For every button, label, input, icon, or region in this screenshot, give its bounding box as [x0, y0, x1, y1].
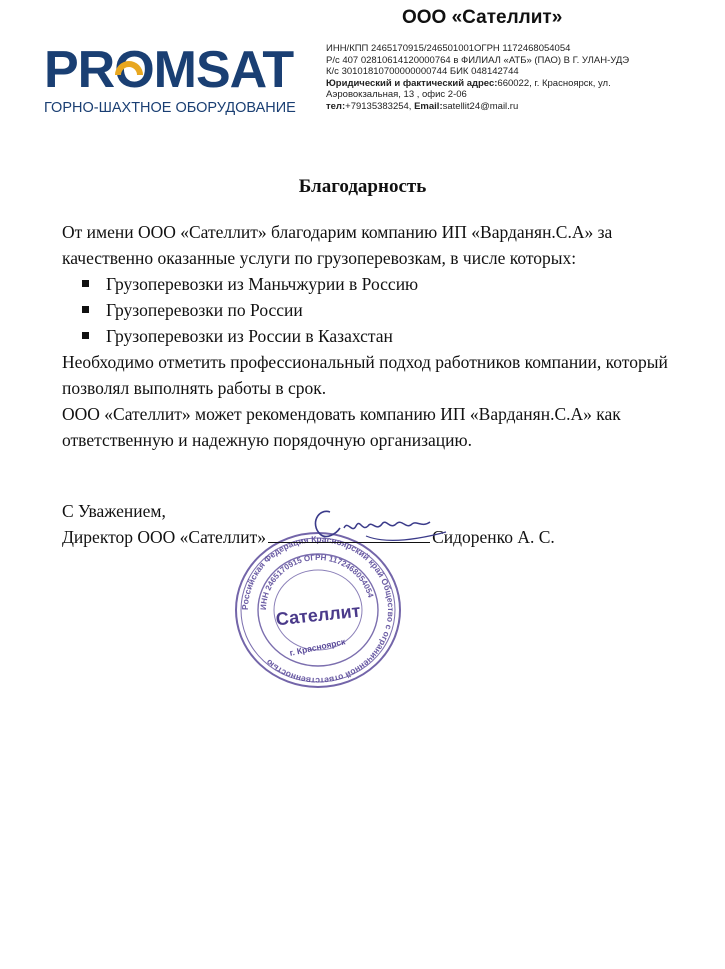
professional-paragraph: Необходимо отметить профессиональный подход работников компании, который позволял выполнять работы в срок. — [62, 352, 668, 398]
stamp-seal-icon — [232, 530, 404, 690]
company-name: ООО «Сателлит» — [402, 7, 563, 28]
company-stamp — [232, 530, 404, 690]
signer-position: Директор ООО «Сателлит» — [62, 527, 267, 547]
intro-paragraph: От имени ООО «Сателлит» благодарим компанию ИП «Варданян.С.А» за качественно оказанные услуги по грузоперевозкам, в числе которых: — [62, 222, 613, 268]
address-line-2: Аэровокзальная, 13 , офис 2-06 — [326, 89, 467, 101]
requisites-line: К/с 30101810700000000744 БИК 048142744 — [326, 66, 519, 78]
list-item — [82, 297, 702, 323]
handwritten-signature — [306, 498, 456, 548]
phone-value: +79135383254, — [345, 100, 415, 112]
services-list — [62, 271, 702, 349]
service-label: Грузоперевозки по России — [106, 300, 303, 320]
logo-tagline: ГОРНО-ШАХТНОЕ ОБОРУДОВАНИЕ — [44, 100, 296, 116]
logo-word: PROMSAT — [44, 41, 294, 99]
stamp-center-text: Сателлит — [274, 600, 362, 630]
email-label: Email: — [414, 100, 443, 112]
service-label: Грузоперевозки из России в Казахстан — [106, 326, 393, 346]
stamp-outer-text: Российская Федерация Красноярский край Общество с ограниченной ответственностью — [239, 533, 397, 687]
recommendation-paragraph: ООО «Сателлит» может рекомендовать компанию ИП «Варданян.С.А» как ответственную и надежную порядочную организацию. — [62, 404, 621, 450]
list-item — [82, 271, 702, 297]
logo-sun-icon — [111, 53, 147, 77]
address-value: 660022, г. Красноярск, ул. — [497, 77, 611, 89]
bullet-icon — [82, 306, 89, 313]
promsat-logo — [44, 41, 316, 124]
signature-icon — [306, 498, 456, 548]
requisites-line: Р/с 407 02810614120000764 в ФИЛИАЛ «АТБ» (ПАО) В Г. УЛАН-УДЭ — [326, 54, 630, 66]
signer-name: Сидоренко А. С. — [432, 527, 555, 547]
bullet-icon — [82, 332, 89, 339]
service-label: Грузоперевозки из Маньчжурии в Россию — [106, 274, 419, 294]
letter-title: Благодарность — [298, 176, 427, 197]
bullet-icon — [82, 280, 89, 287]
regards-line: С Уважением, — [62, 501, 166, 521]
list-item — [82, 323, 702, 349]
letter-body — [62, 219, 702, 453]
email-value: satellit24@mail.ru — [442, 100, 519, 112]
contact-line — [326, 101, 666, 113]
phone-label: тел: — [326, 100, 346, 112]
requisites-line: ИНН/КПП 2465170915/246501001ОГРН 1172468054054 — [326, 43, 571, 54]
address-label: Юридический и фактический адрес: — [326, 77, 498, 89]
stamp-city-text: г. Красноярск — [288, 636, 347, 658]
company-requisites — [326, 43, 666, 113]
address-line — [326, 78, 666, 90]
stamp-inner-text: ИНН 2465170915 ОГРН 1172468054054 — [258, 552, 376, 611]
